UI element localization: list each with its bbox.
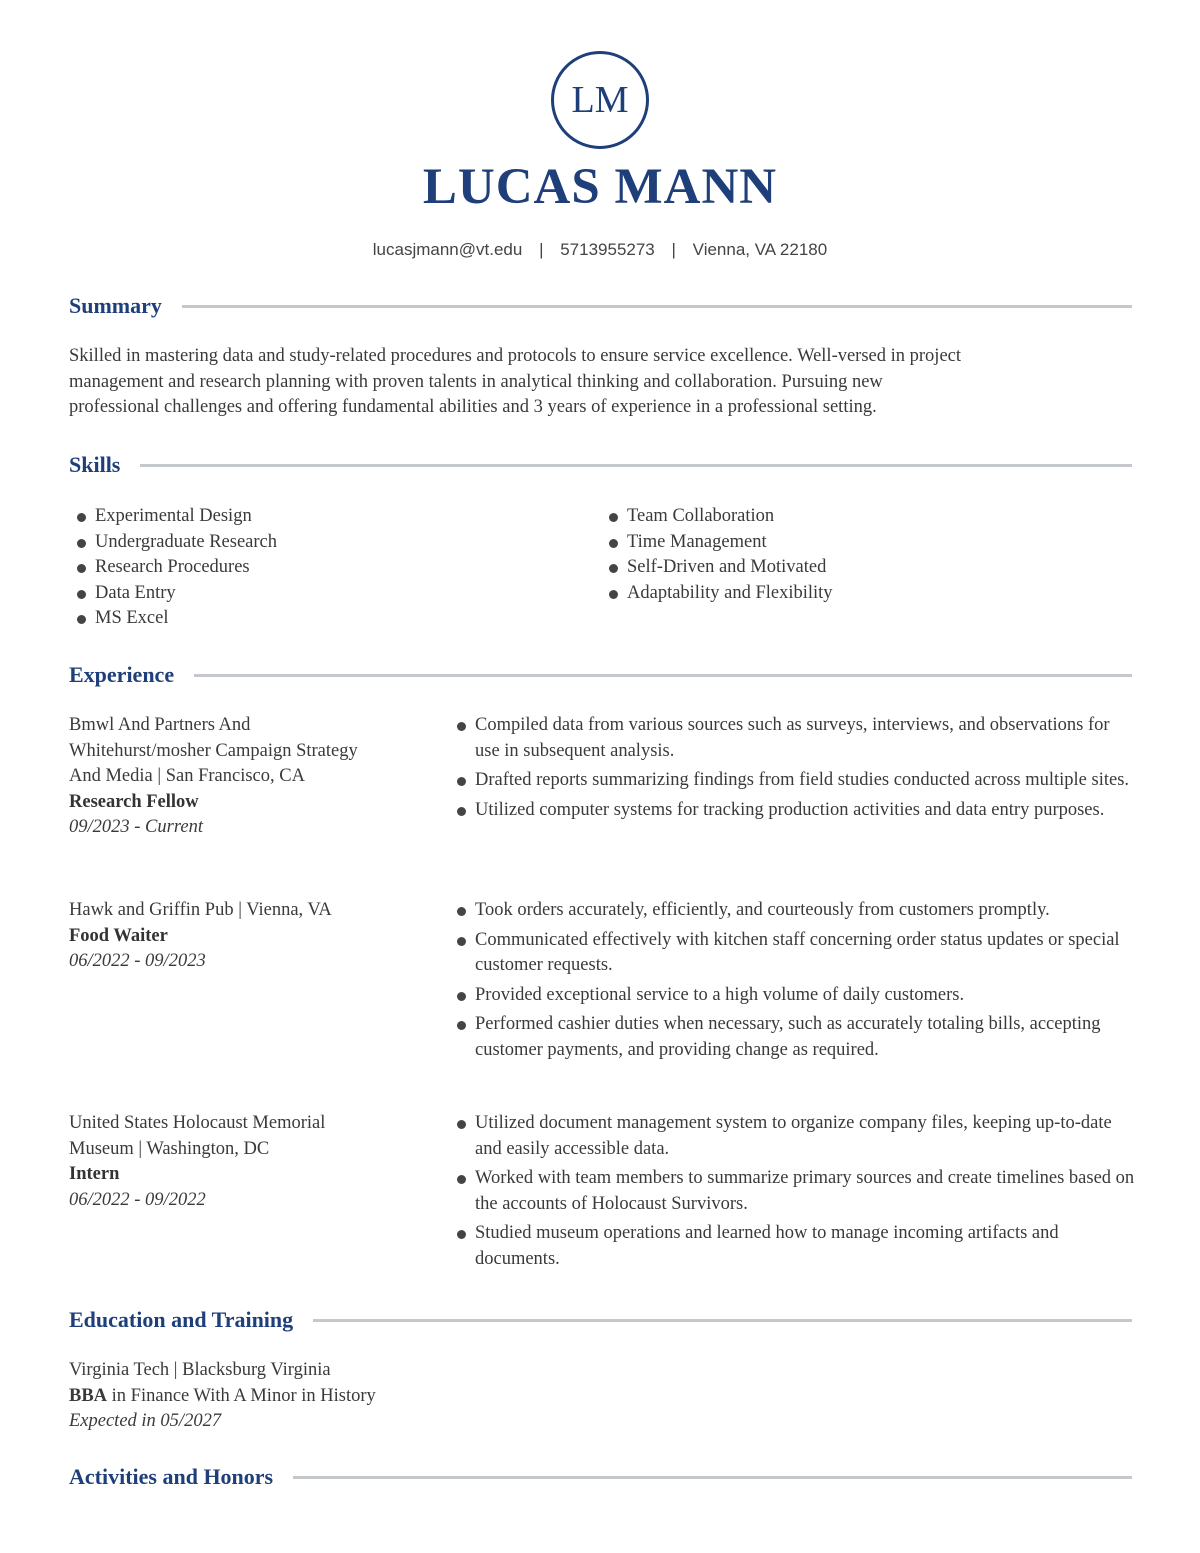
bullet-item: Utilized computer systems for tracking production activities and data entry purposes. (455, 798, 1135, 824)
education-dates: Expected in 05/2027 (69, 1411, 222, 1431)
bullet-item: Worked with team members to summarize primary sources and create timelines based on the accounts of Holocaust Survivors. (455, 1166, 1135, 1217)
education-entry (69, 1358, 769, 1435)
section-rule (182, 305, 1132, 308)
bullet-item: Provided exceptional service to a high volume of daily customers. (455, 983, 1135, 1009)
bullet-item: Utilized document management system to organize company files, keeping up-to-date and easily accessible data. (455, 1111, 1135, 1162)
skill-item: MS Excel (75, 606, 277, 632)
bullet-item: Performed cashier duties when necessary, such as accurately totaling bills, accepting customer payments, and providing change as required. (455, 1012, 1135, 1063)
bullet-item: Drafted reports summarizing findings from field studies conducted across multiple sites. (455, 768, 1135, 794)
degree-abbrev: BBA (69, 1385, 108, 1406)
skill-item: Adaptability and Flexibility (607, 581, 833, 607)
job-title: Research Fellow (69, 791, 199, 812)
summary-line: management and research planning with proven talents in analytical thinking and collaboration. Pursuing new (69, 371, 883, 392)
skill-item: Research Procedures (75, 555, 277, 581)
section-title: Activities and Honors (69, 1464, 274, 1489)
job-details (69, 898, 429, 975)
contact-line (0, 240, 1200, 260)
employer: Hawk and Griffin Pub | Vienna, VA (69, 900, 332, 920)
job-bullets (455, 898, 1135, 1067)
section-title: Education and Training (69, 1307, 294, 1332)
school: Virginia Tech | Blacksburg Virginia (69, 1360, 331, 1380)
experience-heading (69, 662, 1132, 688)
job-title: Intern (69, 1164, 120, 1184)
skill-item: Time Management (607, 530, 833, 556)
bullet-item: Communicated effectively with kitchen staff concerning order status updates or special customer requests. (455, 928, 1135, 979)
location: Vienna, VA 22180 (692, 240, 828, 259)
bullet-item: Compiled data from various sources such as surveys, interviews, and observations for use in subsequent analysis. (455, 713, 1135, 764)
employer: United States Holocaust Memorial (69, 1113, 326, 1133)
job-bullets (455, 713, 1135, 827)
separator: | (539, 240, 544, 259)
skill-item: Undergraduate Research (75, 530, 277, 556)
employer: Bmwl And Partners And (69, 715, 251, 735)
skills-heading (69, 452, 1132, 478)
section-title: Skills (69, 452, 121, 477)
separator: | (671, 240, 676, 259)
section-title: Summary (69, 293, 162, 318)
job-details (69, 1111, 429, 1213)
section-rule (313, 1319, 1132, 1322)
job-dates: 06/2022 - 09/2022 (69, 1189, 206, 1210)
bullet-item: Studied museum operations and learned how to manage incoming artifacts and documents. (455, 1221, 1135, 1272)
degree-field: in Finance With A Minor in History (107, 1385, 376, 1406)
job-dates: 06/2022 - 09/2023 (69, 951, 206, 971)
skill-item: Team Collaboration (607, 504, 833, 530)
degree (69, 1384, 769, 1410)
summary-line: professional challenges and offering fundamental abilities and 3 years of experience in a professional setting. (69, 397, 877, 417)
skill-item: Data Entry (75, 581, 277, 607)
monogram-logo (551, 51, 649, 149)
summary-text (69, 344, 1129, 421)
phone: 5713955273 (560, 240, 655, 259)
email: lucasjmann@vt.edu (372, 240, 523, 259)
monogram-initials: LM (571, 79, 629, 121)
bullet-item: Took orders accurately, efficiently, and courteously from customers promptly. (455, 898, 1135, 924)
job-dates: 09/2023 - Current (69, 817, 203, 837)
skills-column-right (607, 504, 833, 606)
summary-heading (69, 293, 1132, 319)
section-title: Experience (69, 662, 175, 687)
skill-item: Self-Driven and Motivated (607, 555, 833, 581)
job-title: Food Waiter (69, 925, 168, 946)
employer: Whitehurst/mosher Campaign Strategy (69, 740, 358, 761)
employer: And Media | San Francisco, CA (69, 766, 305, 786)
education-heading (69, 1307, 1132, 1333)
activities-heading (69, 1464, 1132, 1490)
employer: Museum | Washington, DC (69, 1138, 270, 1159)
job-bullets (455, 1111, 1135, 1276)
candidate-name: LUCAS MANN (422, 159, 778, 215)
skill-item: Experimental Design (75, 504, 277, 530)
section-rule (140, 464, 1132, 467)
summary-line: Skilled in mastering data and study-related procedures and protocols to ensure service excellence. Well-versed in project (69, 346, 962, 366)
section-rule (293, 1476, 1132, 1479)
job-details (69, 713, 429, 841)
section-rule (194, 674, 1132, 677)
skills-column-left (75, 504, 277, 632)
